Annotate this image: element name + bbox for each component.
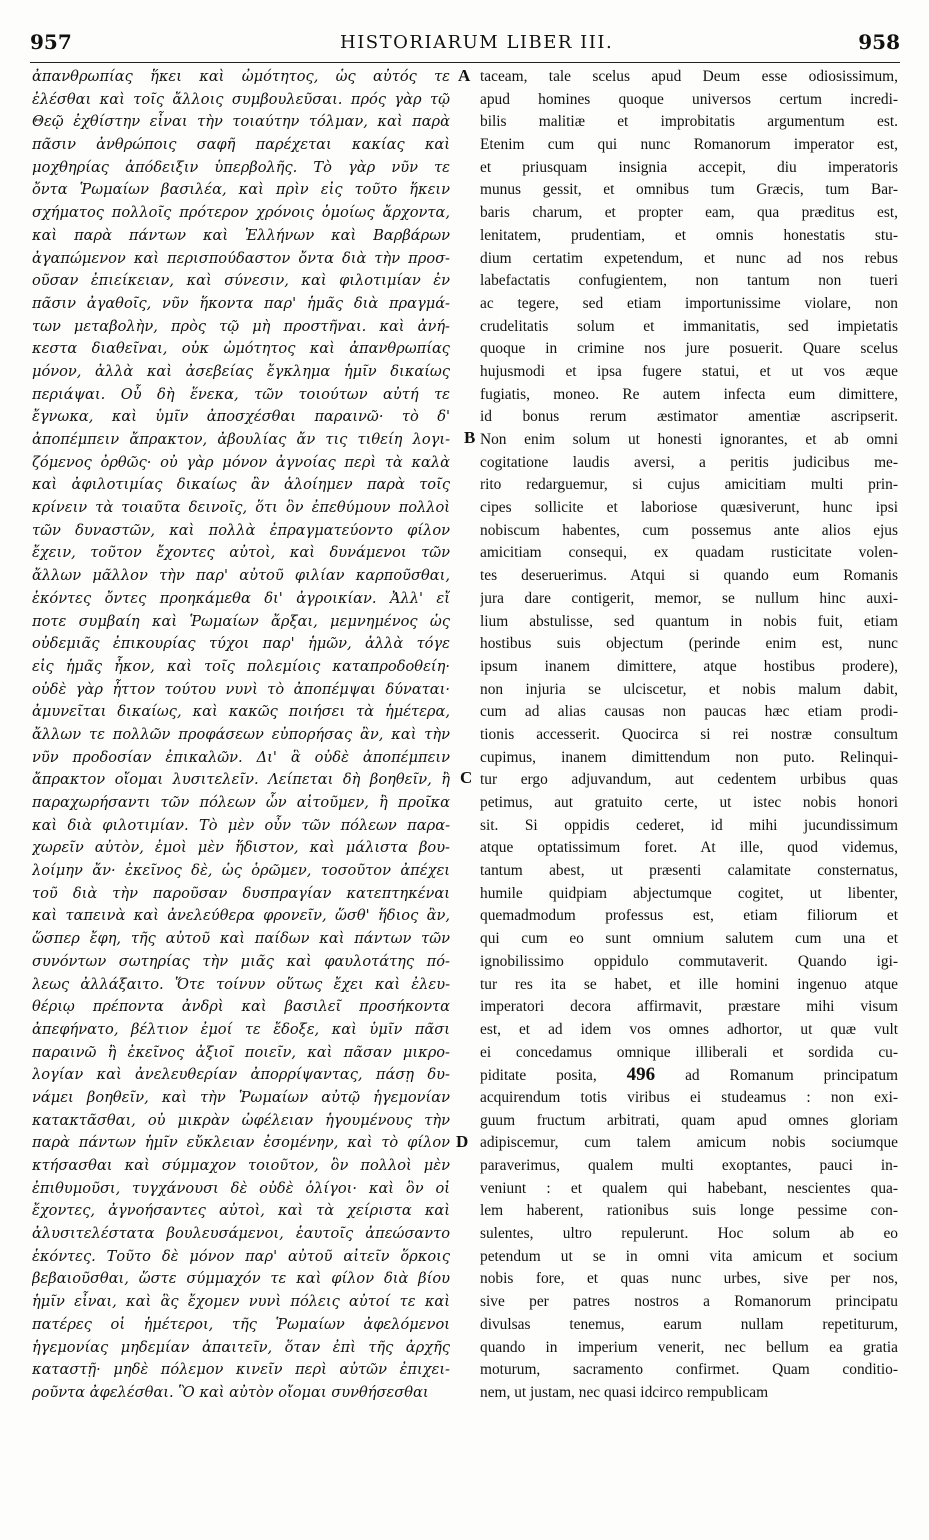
latin-line: lem haberent, rationibus suis longe pessime con- [480, 1202, 898, 1220]
latin-line: crudelitatis solum et immanitatis, sed impietatis [480, 317, 898, 335]
greek-line: τοῦ διὰ τὴν παροῦσαν δυσπραγίαν κατεπτηκέναι [32, 884, 450, 902]
greek-line: περιάψαι. Οὗ δὴ ἕνεκα, τῶν τοιούτων αὐτή τε [32, 385, 450, 403]
latin-line: ei concedamus omnique illiberali et sordida cu- [480, 1043, 898, 1061]
latin-line: hujusmodi et ipsa fugere statui, et ut vos æque [480, 362, 898, 380]
latin-line: atque optatissimum foret. At ille, quod videmus, [480, 839, 898, 857]
greek-line: μοχθηρίας ἀπόδειξιν ὑπερβολῆς. Τὸ γὰρ νῦν τε [32, 158, 450, 176]
latin-line: sulentes, ultro repulerunt. Hoc solum ab eo [480, 1225, 898, 1243]
latin-line: cum ad alias causas non paucas hæc etiam prodi- [480, 703, 898, 721]
greek-line: συνόντων σωτηρίας τὴν μιᾶς καὶ φαυλοτάτης πό- [32, 952, 450, 970]
greek-line: λοίμην ἄν· ἐκεῖνος δὲ, ὡς ὁρῶμεν, τοσοῦτον ἀπέχει [32, 862, 450, 880]
text-fragment: ad Romanum principatum [655, 1067, 898, 1085]
latin-line: moturum, sacramento confirmet. Quam conditio- [480, 1361, 898, 1379]
latin-line: paraverimus, qualem multi exoptantes, pauci in- [480, 1157, 898, 1174]
greek-line: ἄπρακτον οἴομαι λυσιτελεῖν. Λείπεται δὴ βοηθεῖν, ἢ [32, 771, 450, 789]
latin-line: sit. Si oppidis cederet, id mihi jucundissimum [480, 816, 898, 834]
latin-text-column [480, 66, 898, 1405]
greek-line: κατακτᾶσθαι, οὐ μικρὰν ὠφέλειαν ἡγουμένους τὴν [32, 1111, 450, 1129]
greek-line: νάμει βοηθεῖν, καὶ τὴν Ῥωμαίων αὐτῷ ἡγεμονίαν [32, 1088, 450, 1106]
greek-line: ἄλλων τε πολλῶν προφάσεων εὐπορήσας ἂν, καὶ τὴν [32, 725, 450, 743]
section-marker-a: A [458, 66, 471, 85]
latin-line: lium abstulisse, sed quantum in nobis fuit, etiam [480, 612, 898, 630]
greek-line: μόνον, ἀλλὰ καὶ ἀσεβείας ἔγκλημα ἡμῖν δικαίως [32, 362, 450, 380]
header-rule [30, 62, 900, 63]
latin-line: et priusquam insignia accepit, diu imperatoris [480, 158, 898, 176]
section-marker-c: C [460, 768, 473, 787]
latin-line: baris charum, et propter eam, qua præditus est, [480, 204, 898, 222]
latin-line: imperatori decora affirmavit, præstare mihi visum [480, 998, 898, 1016]
latin-line: adipiscemur, cum talem amicum nobis sociumque [480, 1134, 898, 1152]
latin-line: tes deseruerimus. Atqui si quando eum Romanis [480, 567, 898, 585]
latin-line: Etenim cum qui nunc Romanorum imperator est, [480, 136, 898, 154]
latin-line: humile quidpiam abjectumque cogitet, ut libenter, [480, 884, 898, 902]
latin-line: guum fructum arbitrati, quam apud omnes gloriam [480, 1111, 898, 1129]
latin-line: veniunt : et qualem qui habebant, nescientes qua- [480, 1179, 898, 1197]
section-marker-d: D [456, 1132, 469, 1151]
greek-line: οῦσαν ἐπιείκειαν, καὶ σύνεσιν, καὶ φιλοτιμίαν ἐν [32, 272, 450, 290]
latin-line: taceam, tale scelus apud Deum esse odiosissimum, [480, 68, 898, 85]
greek-line: πᾶσιν ἀνθρώποις σαφῆ παρέχεται κακίας καὶ [32, 136, 450, 154]
latin-line: divulsas tenemus, earum nullam repetiturum, [480, 1315, 898, 1333]
latin-line: ac tegere, sed etiam importunissime violare, non [480, 294, 898, 312]
latin-line: rito redarguemur, si cujus amicitiam multi prin- [480, 476, 898, 494]
greek-line: ροῦντα ἀφελέσθαι. Ὃ καὶ αὐτὸν οἴομαι συνθήσεσθαι [32, 1383, 429, 1401]
latin-line: non injuria se ulciscetur, et nobis malum dabit, [480, 680, 898, 698]
greek-line: λογίαν καὶ ἀνελευθερίαν ἀπορρίψαντας, πάσῃ δυ- [32, 1066, 450, 1084]
latin-line: est, et ad idem vos omnes adhortor, ut quæ vult [480, 1020, 898, 1038]
greek-line: ὥσπερ ἔφη, τῆς αὐτοῦ καὶ παίδων καὶ πάντων τῶν [32, 930, 450, 948]
greek-line: καὶ διὰ φιλοτιμίαν. Τὸ μὲν οὖν τῶν πόλεων παρα- [32, 816, 450, 834]
page-number-right: 958 [858, 30, 900, 54]
latin-line: quoque in crimine nos jure posuerit. Quare scelus [480, 340, 898, 358]
latin-line: ignobilissimo oppidulo commutaverit. Quando igi- [480, 952, 898, 970]
latin-line: nem, ut justam, nec quasi idcirco rempublicam [480, 1383, 769, 1401]
latin-line: jura dare contigerit, memor, se nullum hinc auxi- [480, 589, 898, 607]
section-marker-b: B [464, 428, 476, 447]
greek-line: Θεῷ ἐχθίστην εἶναι τὴν τοιαύτην τόλμαν, καὶ παρὰ [32, 113, 450, 131]
greek-line: ἀγαπώμενον καὶ περισπούδαστον ὄντα διὰ τὴν προσ- [32, 249, 450, 267]
greek-line: ἀλυσιτελέστατα βουλευσάμενοι, ἑαυτοῖς ἀπεώσαντο [32, 1225, 450, 1243]
latin-line [480, 1064, 898, 1087]
page-number-left: 957 [30, 30, 72, 54]
running-header [30, 30, 900, 62]
latin-line: cipes sollicite et laboriose quæsiverunt, hunc ipsi [480, 499, 898, 517]
greek-line: τῶν δυναστῶν, καὶ πολλὰ ἐπραγματεύοντο φίλον [32, 521, 450, 539]
greek-line: παρὰ πάντων ἡμῖν εὔκλειαν ἐσομένην, καὶ τὸ φίλον [32, 1134, 450, 1152]
latin-line: tionis accesserit. Quocirca si rei nostræ consultum [480, 725, 898, 743]
latin-line: petendum ut se in omni vita amicum et socium [480, 1247, 898, 1265]
latin-line: fugiatis, moneo. Re autem infecta eum dimittere, [480, 385, 898, 403]
greek-line: οὐδεμιᾶς ἐπικουρίας τύχοι παρ' ἡμῶν, ἀλλὰ τόγε [32, 635, 450, 653]
greek-line: ἄλλων μᾶλλον τὴν παρ' αὐτοῦ φιλίαν καρποῦσθαι, [32, 567, 450, 585]
greek-line: πατέρες οἱ ἡμέτεροι, τῆς Ῥωμαίων ἀφελόμενοι [32, 1315, 450, 1333]
greek-line: των μεταβολὴν, πρὸς τῷ μὴ προστῆναι. καὶ ἀνή- [32, 317, 450, 335]
greek-line: ἔχειν, τοῦτον ἔχοντες αὐτοὶ, καὶ δυνάμενοι τῶν [32, 544, 450, 562]
greek-line: κτήσασθαι καὶ σύμμαχον τοιοῦτον, ὃν πολλοὶ μὲν [32, 1157, 450, 1174]
greek-line: θέριῳ πρέποντα ἀνδρὶ καὶ βασιλεῖ προσήκοντα [32, 998, 450, 1016]
greek-line: λεως ἀλλάξαιτο. Ὅτε τοίνυν οὕτως ἔχει καὶ ἐλευ- [32, 975, 450, 993]
greek-line: παραχωρήσαντι τῶν πόλεων ὧν αἰτοῦμεν, ἢ προῖκα [32, 794, 450, 811]
greek-line: ἀπανθρωπίας ἥκει καὶ ὠμότητος, ὡς αὐτός τε [32, 68, 450, 85]
latin-line: hostibus suis objectum (perinde enim est, nunc [480, 635, 898, 653]
greek-text-column [32, 66, 450, 1405]
greek-line: ἀπεφήνατο, βέλτιον ἐμοί τε ἔδοξε, καὶ ὑμῖν πᾶσι [32, 1020, 450, 1038]
greek-line: ποτε συμβαίη καὶ Ῥωμαίων ἄρξαι, μεμνημένος ὡς [32, 612, 450, 630]
greek-line: ἔχοντες, ἀγνοήσαντες αὐτοὶ, καὶ τὰ χείριστα καὶ [32, 1202, 450, 1220]
greek-line: εἰς ἡμᾶς ἧκον, καὶ τοῖς πολεμίοις καταπροδοθείη· [32, 657, 450, 675]
greek-line: χωρεῖν αὐτὸν, ἐμοὶ μὲν ἥδιστον, καὶ μάλιστα βου- [32, 839, 450, 857]
latin-line: amicitiam consequi, ex quadam rusticitate volen- [480, 544, 898, 562]
text-fragment: piditate posita, [480, 1067, 627, 1085]
latin-line: dium certatim expetendum, et nunc ad nos rebus [480, 249, 898, 267]
greek-line: καὶ ταπεινὰ καὶ ἀνελεύθερα φρονεῖν, ὥσθ' ἥδιος ἂν, [32, 907, 450, 925]
greek-line: οὐδὲ γὰρ ἧττον τούτου νυνὶ τὸ ἀποπέμψαι δύναται· [32, 680, 450, 698]
latin-line: acquirendum totis viribus ei studeamus : non exi- [480, 1088, 898, 1106]
latin-line: petimus, aut gratuito certe, ut istec nobis honori [480, 794, 898, 811]
latin-line: cogitatione laudis aversi, a peritis judicibus me- [480, 453, 898, 471]
greek-line: ἑκόντες ὄντες προηκάμεθα δι' ἀγροικίαν. Ἀλλ' εἴ [32, 589, 450, 607]
latin-line: bilis malitiæ et improbitatis argumentum est. [480, 113, 898, 131]
latin-line: ipsum inanem dimittere, atque hostibus prodere), [480, 657, 898, 675]
greek-line: παραινῶ ἢ ἐκεῖνος ἀξιοῖ ποιεῖν, καὶ πᾶσαν μικρο- [32, 1043, 450, 1061]
latin-line: apud homines quoque universos certum incredi- [480, 90, 898, 108]
latin-line: tantum abest, ut præsenti calamitate consternatus, [480, 862, 898, 880]
greek-line: ζόμενος ὀρθῶς· οὐ γὰρ μόνον ἀγνοίας περὶ τὰ καλὰ [32, 453, 450, 471]
greek-line: ἐπιθυμοῦσι, τυγχάνουσι δὲ οὐδὲ ὀλίγοι· καὶ ὃν οἱ [32, 1179, 450, 1197]
greek-line: κεστα διαθεῖναι, οὐκ ὠμότητος καὶ ἀπανθρωπίας [32, 340, 450, 358]
greek-line: καὶ ἀφιλοτιμίας δικαίως ἂν ἁλοίημεν παρὰ τοῖς [32, 476, 450, 494]
greek-line: βεβαιοῦσθαι, ὥστε σύμμαχόν τε καὶ φίλον διὰ βίου [32, 1270, 450, 1288]
greek-line: ὄντα Ῥωμαίων βασιλέα, καὶ πρὶν εἰς τοῦτο ἥκειν [32, 181, 450, 199]
latin-line: Non enim solum ut honesti ignorantes, et ab omni [480, 431, 898, 448]
latin-line: quando in imperium venerit, nec bellum ea gratia [480, 1338, 898, 1356]
latin-line: quemadmodum professus est, etiam filiorum et [480, 907, 898, 925]
latin-line: munus gessit, et omnibus tum Græcis, tum Bar- [480, 181, 898, 199]
greek-line: νῦν προδοσίαν ἐπικαλῶν. Δι' ἃ οὐδὲ ἀποπέμπειν [32, 748, 450, 766]
greek-line: ἔγνωκα, καὶ ὑμῖν ἀποσχέσθαι παραινῶ· τὸ δ' [32, 408, 450, 426]
latin-line: labefactatis confugientem, non tantum non tueri [480, 272, 898, 290]
latin-line: lenitatem, prudentiam, et omnis honestatis stu- [480, 226, 898, 244]
greek-line: ἑκόντες. Τοῦτο δὲ μόνον παρ' αὐτοῦ αἰτεῖν ὅρκοις [32, 1247, 450, 1265]
latin-line: qui cum eo sunt omnium salutem cum una et [480, 930, 898, 948]
latin-line: sive per patres nostros a Romanorum principatu [480, 1293, 898, 1311]
latin-line: tur ergo adjuvandum, aut cedentem urbibus quas [480, 771, 898, 789]
latin-line: cupimus, inanem dimittendum non puto. Relinqui- [480, 748, 898, 766]
latin-line: tur res ita se habet, et ille homini ingenuo atque [480, 975, 898, 993]
greek-line: σχήματος πολλοῖς πρότερον χρόνοις ὁμοίως ἄρχοντα, [32, 204, 450, 222]
latin-line: id bonus rerum æstimator amentiæ ascripserit. [480, 408, 898, 426]
latin-line: nobis fore, et quas nunc urbes, sive per nos, [480, 1270, 898, 1288]
greek-line: ἐλέσθαι καὶ τοῖς ἄλλοις συμβουλεῦσαι. πρός γὰρ τῷ [32, 90, 450, 108]
greek-line: καὶ παρὰ πάντων καὶ Ἑλλήνων καὶ Βαρβάρων [32, 226, 450, 244]
greek-line: πᾶσιν ἀγαθοῖς, νῦν ἥκοντα παρ' ἡμᾶς διὰ πραγμά- [32, 294, 450, 312]
greek-line: ἡμῖν εἶναι, καὶ ἃς ἔχομεν νυνὶ πόλεις αὐτοί τε καὶ [32, 1293, 450, 1311]
greek-line: κρίνειν τὰ τοιαῦτα δεινοῖς, ὅτι ὃν ἐπεθύμουν πολλοὶ [32, 499, 450, 517]
page-reference-number: 496 [626, 1064, 656, 1086]
greek-line: ἀμυνεῖται δικαίως, καὶ κακῶς ποιήσει τὰ ἡμέτερα, [32, 703, 450, 721]
running-title: HISTORIARUM LIBER III. [340, 32, 614, 53]
greek-line: ἀποπέμπειν ἄπρακτον, ἀβουλίας ἄν τις τιθείη λογι- [32, 431, 450, 448]
latin-line: nobiscum habentes, cum possemus ante alios ejus [480, 521, 898, 539]
greek-line: ἡγεμονίας μηδεμίαν ἀπαιτεῖν, ὅταν ἐπὶ τῆς ἀρχῆς [32, 1338, 450, 1356]
greek-line: καταστῇ· μηδὲ πόλεμον κινεῖν περὶ αὐτῶν ἐπιχει- [32, 1361, 450, 1379]
